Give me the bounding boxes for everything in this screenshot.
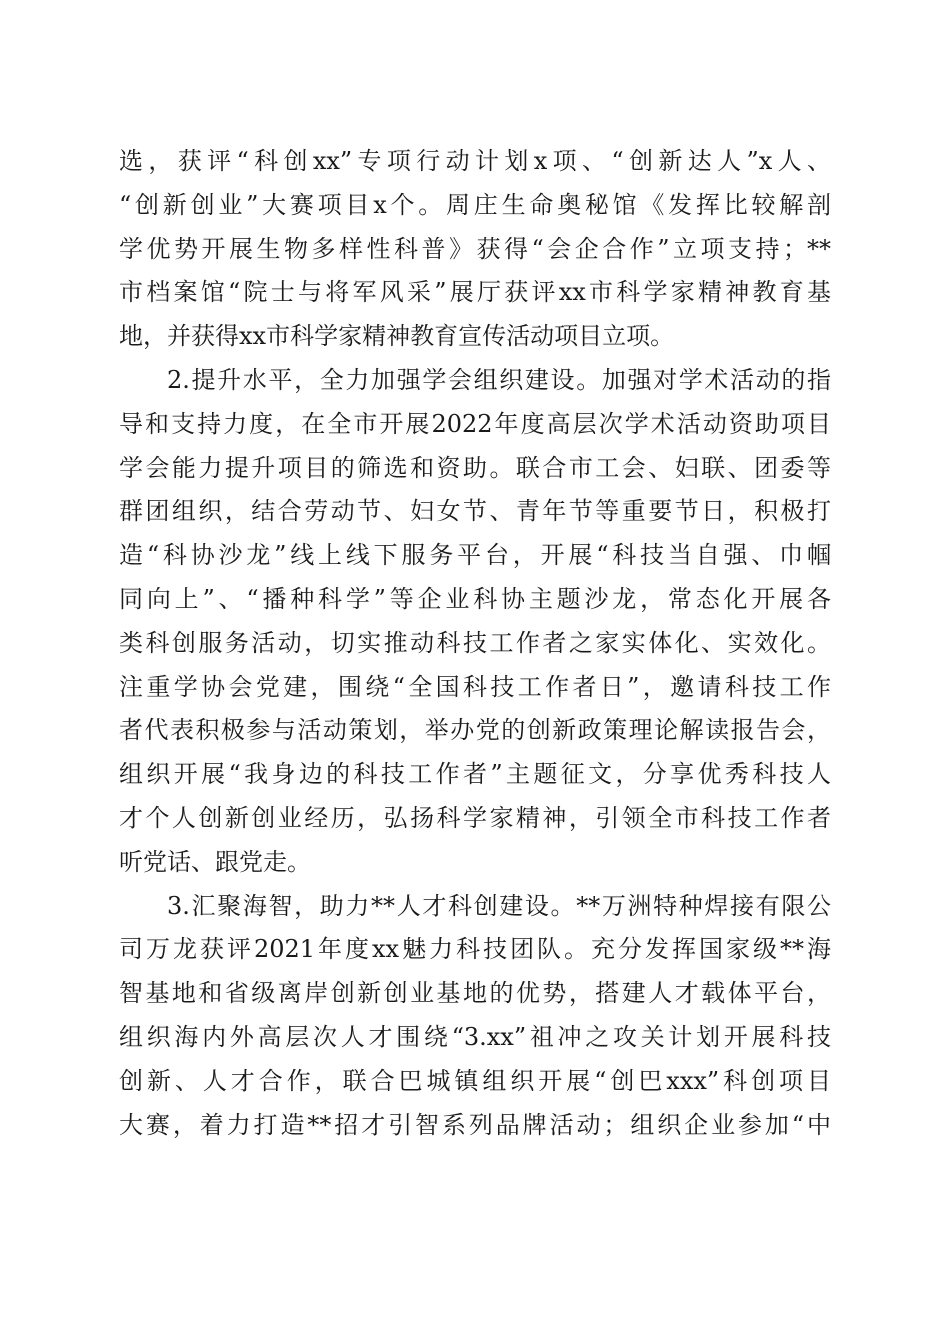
- paragraph-2: [119, 359, 831, 885]
- text-line: 学会能力提升项目的筛选和资助。联合市工会、妇联、团委等: [119, 453, 831, 482]
- text-line: 地，并获得xx市科学家精神教育宣传活动项目立项。: [119, 322, 675, 351]
- paragraph-3: [119, 885, 831, 1148]
- text-line: 组织海内外高层次人才围绕“3.xx”祖冲之攻关计划开展科技: [119, 1022, 831, 1051]
- text-line: 创新、人才合作，联合巴城镇组织开展“创巴xxx”科创项目: [119, 1066, 831, 1095]
- text-line: 群团组织，结合劳动节、妇女节、青年节等重要节日，积极打: [119, 497, 831, 526]
- text-line: 大赛，着力打造**招才引智系列品牌活动；组织企业参加“中: [119, 1110, 831, 1139]
- text-line: 导和支持力度，在全市开展2022年度高层次学术活动资助项目: [119, 409, 831, 438]
- text-line: 造“科协沙龙”线上线下服务平台，开展“科技当自强、巾帼: [119, 541, 831, 570]
- text-line: 学优势开展生物多样性科普》获得“会企合作”立项支持；**: [119, 234, 831, 263]
- text-line: 同向上”、“播种科学”等企业科协主题沙龙，常态化开展各: [119, 584, 831, 613]
- text-line: 类科创服务活动，切实推动科技工作者之家实体化、实效化。: [119, 628, 831, 657]
- text-line: 者代表积极参与活动策划，举办党的创新政策理论解读报告会，: [119, 716, 831, 745]
- paragraph-continuation: [119, 140, 831, 359]
- text-line: 司万龙获评2021年度xx魅力科技团队。充分发挥国家级**海: [119, 935, 831, 964]
- text-line: 选，获评“科创xx”专项行动计划x项、“创新达人”x人、: [119, 147, 831, 175]
- text-line: 听党话、跟党走。: [119, 847, 311, 876]
- text-line: “创新创业”大赛项目x个。周庄生命奥秘馆《发挥比较解剖: [119, 190, 831, 219]
- text-line: 3.汇聚海智，助力**人才科创建设。**万洲特种焊接有限公: [167, 891, 831, 920]
- text-line: 才个人创新创业经历，弘扬科学家精神，引领全市科技工作者: [119, 803, 831, 832]
- text-line: 智基地和省级离岸创新创业基地的优势，搭建人才载体平台，: [119, 979, 831, 1008]
- text-line: 组织开展“我身边的科技工作者”主题征文，分享优秀科技人: [119, 760, 831, 789]
- body-text: [119, 140, 831, 1147]
- text-line: 2.提升水平，全力加强学会组织建设。加强对学术活动的指: [167, 365, 831, 394]
- text-line: 市档案馆“院士与将军风采”展厅获评xx市科学家精神教育基: [119, 278, 831, 307]
- text-line: 注重学协会党建，围绕“全国科技工作者日”，邀请科技工作: [119, 672, 831, 701]
